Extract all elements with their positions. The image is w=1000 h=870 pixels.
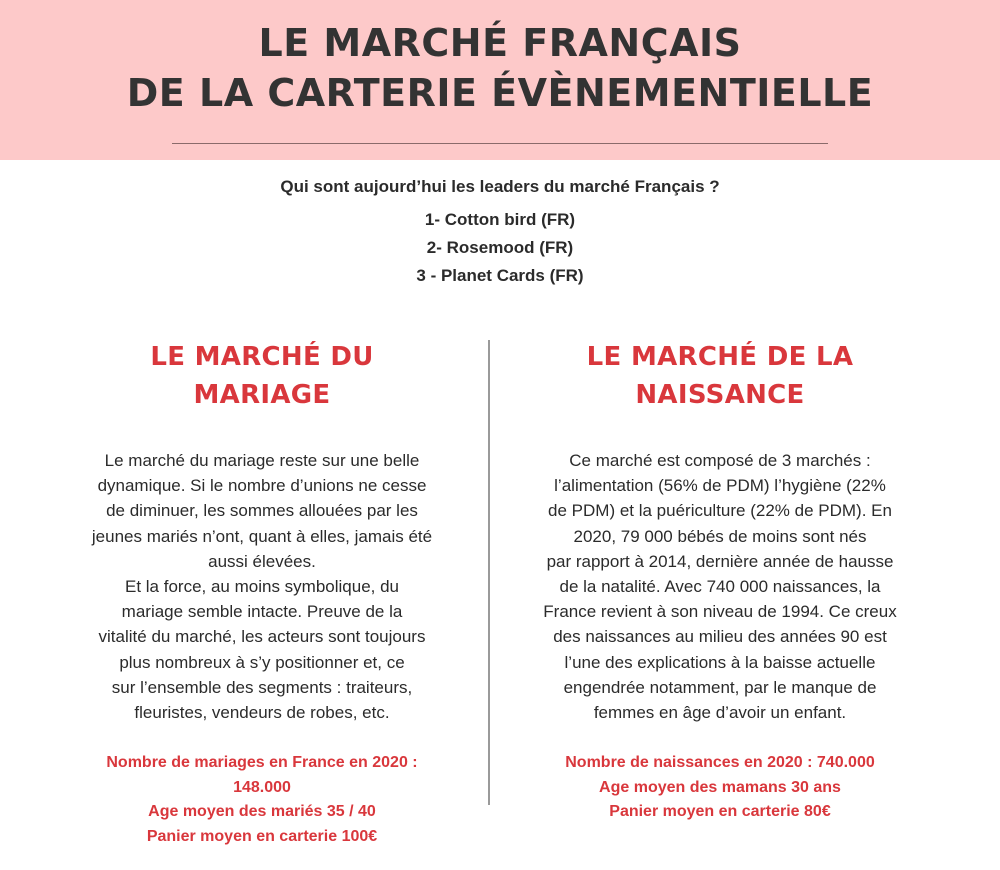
naissance-column (520, 338, 920, 825)
page-title (0, 18, 1000, 118)
leader-item-1: 1- Cotton bird (FR) (424, 210, 576, 229)
mariage-heading-line-1: LE MARCHÉ DU (150, 342, 374, 372)
header-banner (0, 0, 1000, 160)
column-divider (488, 340, 490, 805)
mariage-stat-count-value: 148.000 (233, 778, 291, 796)
naissance-stat-basket: Panier moyen en carterie 80€ (609, 803, 831, 821)
mariage-stat-basket: Panier moyen en carterie 100€ (146, 827, 378, 845)
naissance-heading (520, 338, 920, 414)
mariage-heading-line-2: MARIAGE (193, 380, 331, 410)
mariage-column (62, 338, 462, 849)
page-title-line-1: LE MARCHÉ FRANÇAIS (258, 21, 742, 65)
leaders-section (0, 176, 1000, 290)
leader-item-3: 3 - Planet Cards (FR) (416, 266, 584, 285)
naissance-stats (520, 751, 920, 825)
header-divider (172, 143, 828, 144)
naissance-heading-line-1: LE MARCHÉ DE LA (586, 342, 854, 372)
naissance-stat-count: Nombre de naissances en 2020 : 740.000 (565, 754, 875, 772)
page-title-line-2: DE LA CARTERIE ÉVÈNEMENTIELLE (126, 71, 874, 115)
mariage-heading (62, 338, 462, 414)
mariage-stat-count-label: Nombre de mariages en France en 2020 : (106, 754, 418, 772)
leader-item-2: 2- Rosemood (FR) (426, 238, 574, 257)
naissance-heading-line-2: NAISSANCE (635, 380, 805, 410)
leaders-question: Qui sont aujourd’hui les leaders du marché Français ? (280, 177, 720, 196)
naissance-stat-age: Age moyen des mamans 30 ans (599, 778, 841, 796)
naissance-body-text: Ce marché est composé de 3 marchés : l’alimentation (56% de PDM) l’hygiène (22% de PDM) et la puériculture (22% de PDM). En 2020, 79 000 bébés de moins sont nés par rapport à 2014, dernière année de hausse de la natalité. Avec 740 000 naissances, la France revient à son niveau de 1994. Ce creux des naissances au milieu des années 90 est l’une des explications à la baisse actuelle engendrée notamment, par le manque de femmes en âge d’avoir un enfant. (543, 451, 897, 723)
mariage-body-text: Le marché du mariage reste sur une belle dynamique. Si le nombre d’unions ne cesse de diminuer, les sommes allouées par les jeunes mariés n’ont, quant à elles, jamais été aussi élevées. Et la force, au moins symbolique, du mariage semble intacte. Preuve de la vitalité du marché, les acteurs sont toujours plus nombreux à s’y positionner et, ce sur l’ensemble des segments : traiteurs, fleuristes, vendeurs de robes, etc. (91, 451, 433, 723)
mariage-stat-age: Age moyen des mariés 35 / 40 (148, 803, 376, 821)
mariage-stats (62, 751, 462, 849)
